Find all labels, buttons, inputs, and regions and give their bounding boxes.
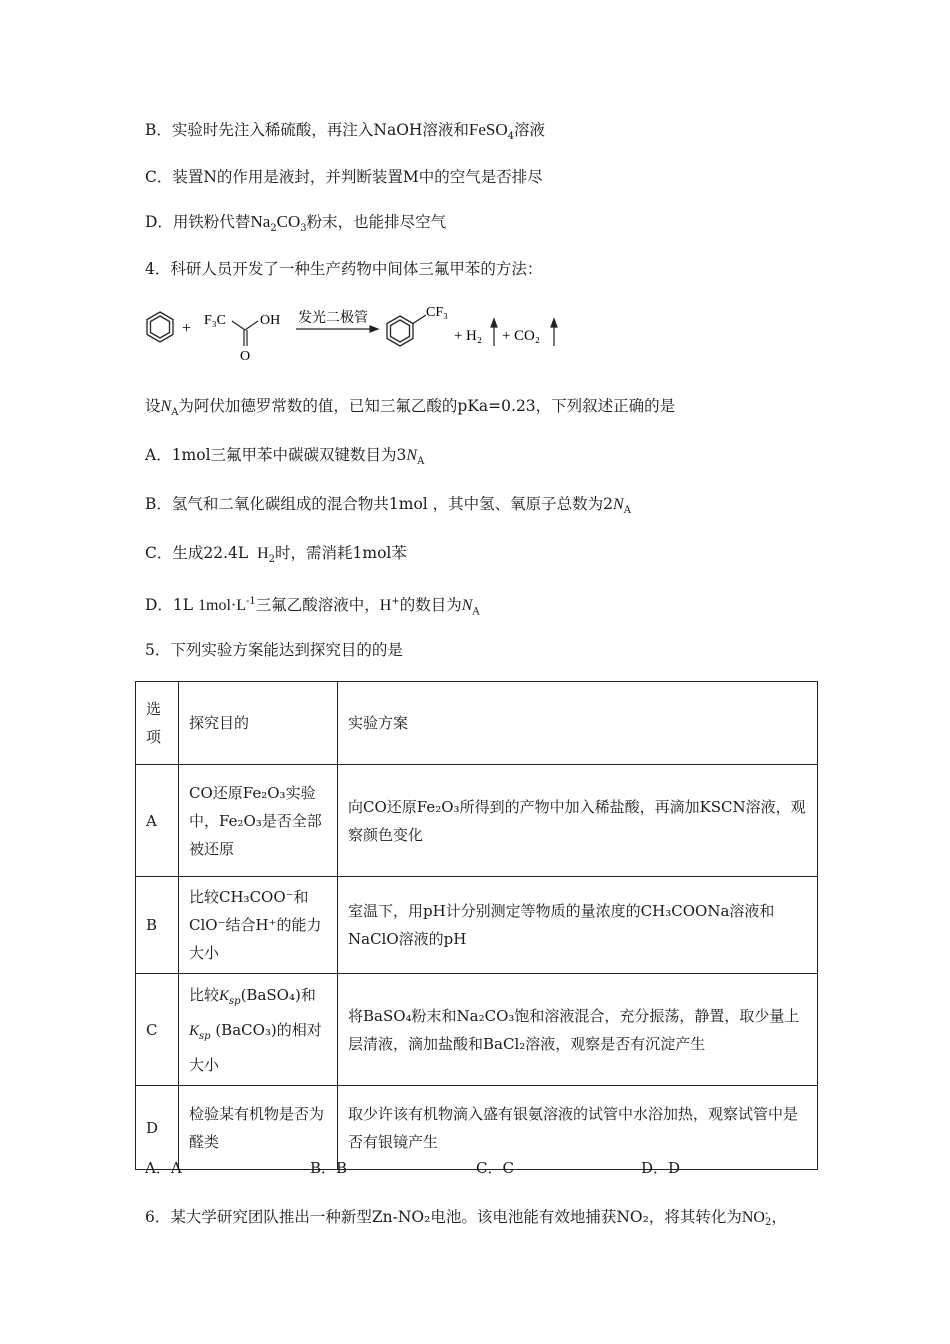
- na-symbol: N: [613, 496, 624, 513]
- row-option: D: [136, 1086, 179, 1170]
- q3-option-b-tail: 溶液: [514, 121, 546, 139]
- co2-label: CO₂: [514, 328, 541, 344]
- gas-up-arrow-icon-2: [551, 319, 557, 346]
- gas-up-arrow-icon: [491, 319, 497, 346]
- row-purpose: 检验某有机物是否为醛类: [179, 1086, 338, 1170]
- q4-option-c: [145, 543, 407, 570]
- reaction-arrow-icon: [296, 326, 378, 332]
- q4-option-d: [145, 592, 480, 622]
- na-symbol: N: [461, 597, 473, 615]
- q5-choice-a: A．A: [145, 1159, 182, 1177]
- arrow-condition-label: 发光二极管: [298, 310, 368, 326]
- q5-table: [135, 681, 818, 1170]
- q4-option-d-unit: 1mol·L: [198, 597, 247, 615]
- na-symbol-sub: A: [417, 456, 425, 468]
- row-scheme: 室温下，用pH计分别测定等物质的量浓度的CH₃COONa溶液和NaClO溶液的pH: [338, 877, 818, 974]
- table-row: [136, 877, 818, 974]
- ksp-symbol-sub: sp: [229, 995, 241, 1007]
- q4-intro-pre: 设: [145, 397, 161, 415]
- q3-option-d-sub2: 3: [300, 223, 307, 235]
- q3-option-d-text: D．用铁粉代替: [145, 213, 251, 231]
- q4-option-b: [145, 494, 631, 521]
- header-purpose: 探究目的: [179, 682, 338, 765]
- reagent-cf3-label: F₃C: [204, 313, 227, 328]
- plus-sign-1: +: [182, 320, 192, 337]
- table-row: [136, 765, 818, 877]
- q4-option-d-unit-sup: -1: [246, 596, 256, 607]
- q4-option-d-text: D．1L: [145, 596, 199, 615]
- plus-sign-2: +: [454, 328, 463, 344]
- na-symbol: N: [160, 398, 172, 415]
- row-option: C: [136, 974, 179, 1086]
- q4-option-a: [145, 445, 424, 472]
- q3-option-d-formula-co: CO: [276, 212, 301, 231]
- q4-option-a-text: A．1mol三氟甲苯中碳碳双键数目为3: [145, 446, 407, 464]
- q4-option-c-tail: 时，需消耗1mol苯: [275, 544, 407, 562]
- q6-ion-sup: -: [764, 1208, 769, 1219]
- q5-choice-d: D．D: [641, 1159, 681, 1177]
- q5-stem: 5．下列实验方案能达到探究目的的是: [145, 641, 403, 659]
- trifluorotoluene-product-icon: [387, 315, 426, 346]
- q4-option-d-tail: 的数目为: [399, 596, 462, 615]
- row-scheme: 向CO还原Fe₂O₃所得到的产物中加入稀盐酸，再滴加KSCN溶液，观察颜色变化: [338, 765, 818, 877]
- q4-option-d-mid: 三氟乙酸溶液中，: [255, 596, 380, 615]
- q4-intro-post: 为阿伏加德罗常数的值，已知三氟乙酸的pKa=0.23，下列叙述正确的是: [178, 397, 676, 415]
- q6-body: 6．某大学研究团队推出一种新型Zn-NO₂电池。该电池能有效地捕获NO₂，将其转化为: [145, 1208, 742, 1226]
- q6-ion-sub: 2: [764, 1217, 772, 1228]
- q4-option-c-sub: 2: [268, 554, 276, 566]
- q4-option-b-text: B．氢气和二氧化碳组成的混合物共1mol ，其中氢、氧原子总数为2: [145, 495, 614, 513]
- q3-option-c: C．装置N的作用是液封，并判断装置M中的空气是否排尽: [145, 168, 543, 186]
- row-purpose: 比较CH₃COO⁻和ClO⁻结合H⁺的能力大小: [179, 877, 338, 974]
- q3-option-b-formula-sub: 4: [507, 131, 515, 143]
- q6-text: [145, 1207, 787, 1228]
- q4-intro: [145, 396, 675, 423]
- q3-option-d-sub1: 2: [270, 223, 277, 235]
- na-symbol-sub: A: [472, 606, 480, 618]
- purpose-part-3: (BaCO₃)的相对大小: [189, 1020, 322, 1074]
- na-symbol: N: [406, 447, 418, 464]
- header-option: 选项: [136, 682, 179, 765]
- reagent-bonds: [232, 321, 258, 346]
- q3-option-b: [145, 120, 545, 147]
- row-purpose: CO还原Fe₂O₃实验中，Fe₂O₃是否全部被还原: [179, 765, 338, 877]
- table-header-row: [136, 682, 818, 765]
- table-row: [136, 974, 818, 1086]
- ksp-symbol: K: [219, 987, 230, 1004]
- benzene-reactant-icon: [147, 312, 173, 342]
- q5-choice-b: B．B: [310, 1159, 348, 1177]
- q4-stem: 4．科研人员开发了一种生产药物中间体三氟甲苯的方法：: [145, 260, 543, 278]
- q4-option-d-ion-sup: +: [391, 596, 400, 607]
- q3-option-d-tail: 粉末，也能排尽空气: [306, 213, 447, 231]
- purpose-part-1: 比较: [189, 985, 220, 1004]
- header-scheme: 实验方案: [338, 682, 818, 765]
- q3-option-b-text: B．实验时先注入稀硫酸，再注入NaOH溶液和: [145, 121, 469, 139]
- q3-option-d: [145, 212, 446, 239]
- purpose-part-2: (BaSO₄)和: [240, 985, 316, 1004]
- row-option: B: [136, 877, 179, 974]
- row-scheme: 将BaSO₄粉末和Na₂CO₃饱和溶液混合，充分振荡，静置，取少量上层清液，滴加盐酸和BaCl₂溶液，观察是否有沉淀产生: [338, 974, 818, 1086]
- row-purpose: [179, 974, 338, 1086]
- q6-ion: NO: [741, 1209, 765, 1226]
- reagent-o-label: O: [240, 349, 251, 364]
- ksp-symbol: K: [189, 1022, 200, 1039]
- plus-sign-3: +: [502, 328, 511, 344]
- q4-option-c-text: C．生成22.4L: [145, 544, 254, 562]
- product-cf3-label: CF₃: [426, 305, 449, 320]
- q4-option-c-formula: H: [257, 545, 269, 562]
- q4-option-d-ion: H: [379, 597, 392, 615]
- q5-choice-c: C．C: [476, 1159, 514, 1177]
- q6-tail: ，: [771, 1208, 787, 1226]
- na-symbol-sub: A: [171, 407, 179, 419]
- na-symbol-sub: A: [623, 505, 631, 517]
- ksp-symbol-sub: sp: [199, 1030, 211, 1042]
- q4-reaction-scheme: [140, 300, 580, 370]
- q3-option-b-formula: FeSO: [468, 120, 508, 139]
- row-scheme: 取少许该有机物滴入盛有银氨溶液的试管中水浴加热，观察试管中是否有银镜产生: [338, 1086, 818, 1170]
- reagent-oh-label: OH: [260, 313, 281, 328]
- row-option: A: [136, 765, 179, 877]
- q3-option-d-formula-na: Na: [250, 212, 271, 231]
- h2-label: H₂: [466, 328, 483, 344]
